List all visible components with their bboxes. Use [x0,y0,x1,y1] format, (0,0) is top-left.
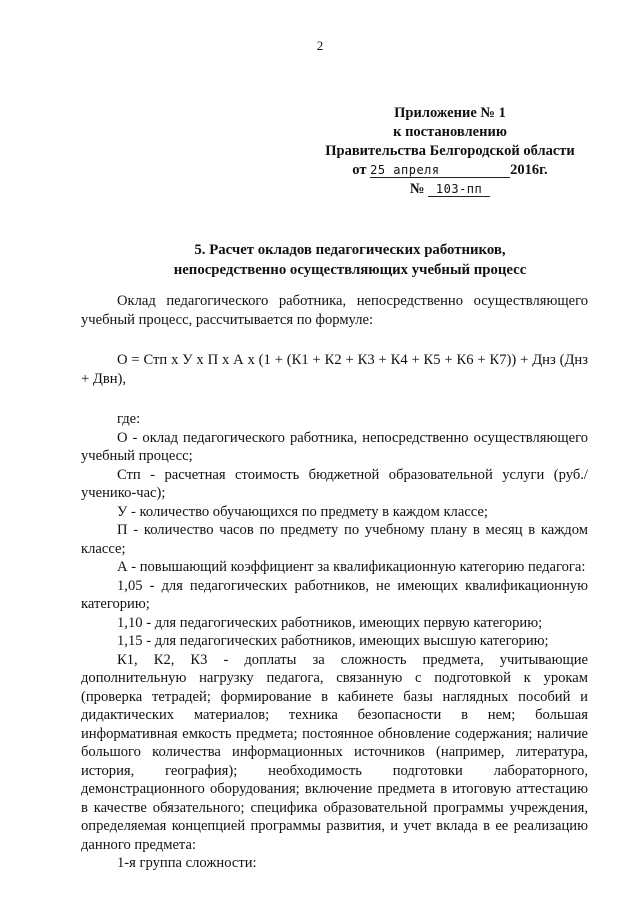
document-body [81,292,588,873]
appendix-number [300,180,600,199]
number-value: 103-пп [435,182,483,196]
definition-u: У - количество обучающихся по предмету в каждом классе; [117,503,488,520]
section-title-line-1: 5. Расчет окладов педагогических работников, [194,242,506,258]
date-prefix: от [352,162,367,178]
date-day: 25 апреля [370,163,440,177]
coefficient-1-05: 1,05 - для педагогических работников, не имеющих квалификационную категорию; [81,577,588,612]
coefficient-1-10: 1,10 - для педагогических работников, имеющих первую категорию; [117,614,543,631]
appendix-header [300,104,600,199]
coefficient-1-15: 1,15 - для педагогических работников, имеющих высшую категорию; [117,633,549,649]
appendix-title: Приложение № 1 [394,105,506,121]
appendix-line-2: к постановлению [393,124,507,140]
section-title-line-2: непосредственно осуществляющих учебный процесс [173,262,527,278]
page-number: 2 [316,38,324,53]
where-label: где: [117,411,141,427]
appendix-date [300,161,600,180]
definition-stp: Стп - расчетная стоимость бюджетной образовательной услуги (руб./ученико-час); [81,466,588,501]
section-title [60,240,640,280]
definition-k1-k2-k3: К1, К2, К3 - доплаты за сложность предмета, учитывающие дополнительную нагрузку педагога, связанную с подготовкой к урокам (проверка тетрадей; формирование в кабинете базы наглядных пособий и дидактических материалов; техника безопасности в нем; большая информативная емкость предмета; постоянное обновление содержания; наличие большого количества информационных источников (например, литература, история, география); необходимость подготовки лабораторного, демонстрационного оборудования; включение предмета в итоговую аттестацию в качестве обязательного; специфика образовательной программы учреждения, определяемая концепцией программы развития, и учет вклада в ее реализацию данного предмета: [81,651,588,853]
date-year: 2016г. [510,162,548,178]
definition-o: О - оклад педагогического работника, непосредственно осуществляющего учебный процесс; [81,429,588,464]
definition-a: А - повышающий коэффициент за квалификационную категорию педагога: [117,559,586,575]
intro-paragraph: Оклад педагогического работника, непосредственно осуществляющего учебный процесс, рассчитывается по формуле: [81,293,588,328]
definition-p: П - количество часов по предмету по учебному плану в месяц в каждом классе; [81,522,588,557]
complexity-group-1: 1-я группа сложности: [117,855,257,871]
appendix-line-3: Правительства Белгородской области [325,143,575,159]
number-prefix: № [409,181,425,197]
formula: О = Стп х У х П х А х (1 + (К1 + К2 + К3 + К4 + К5 + К6 + К7)) + Днз (Днз + Двн), [81,352,588,387]
